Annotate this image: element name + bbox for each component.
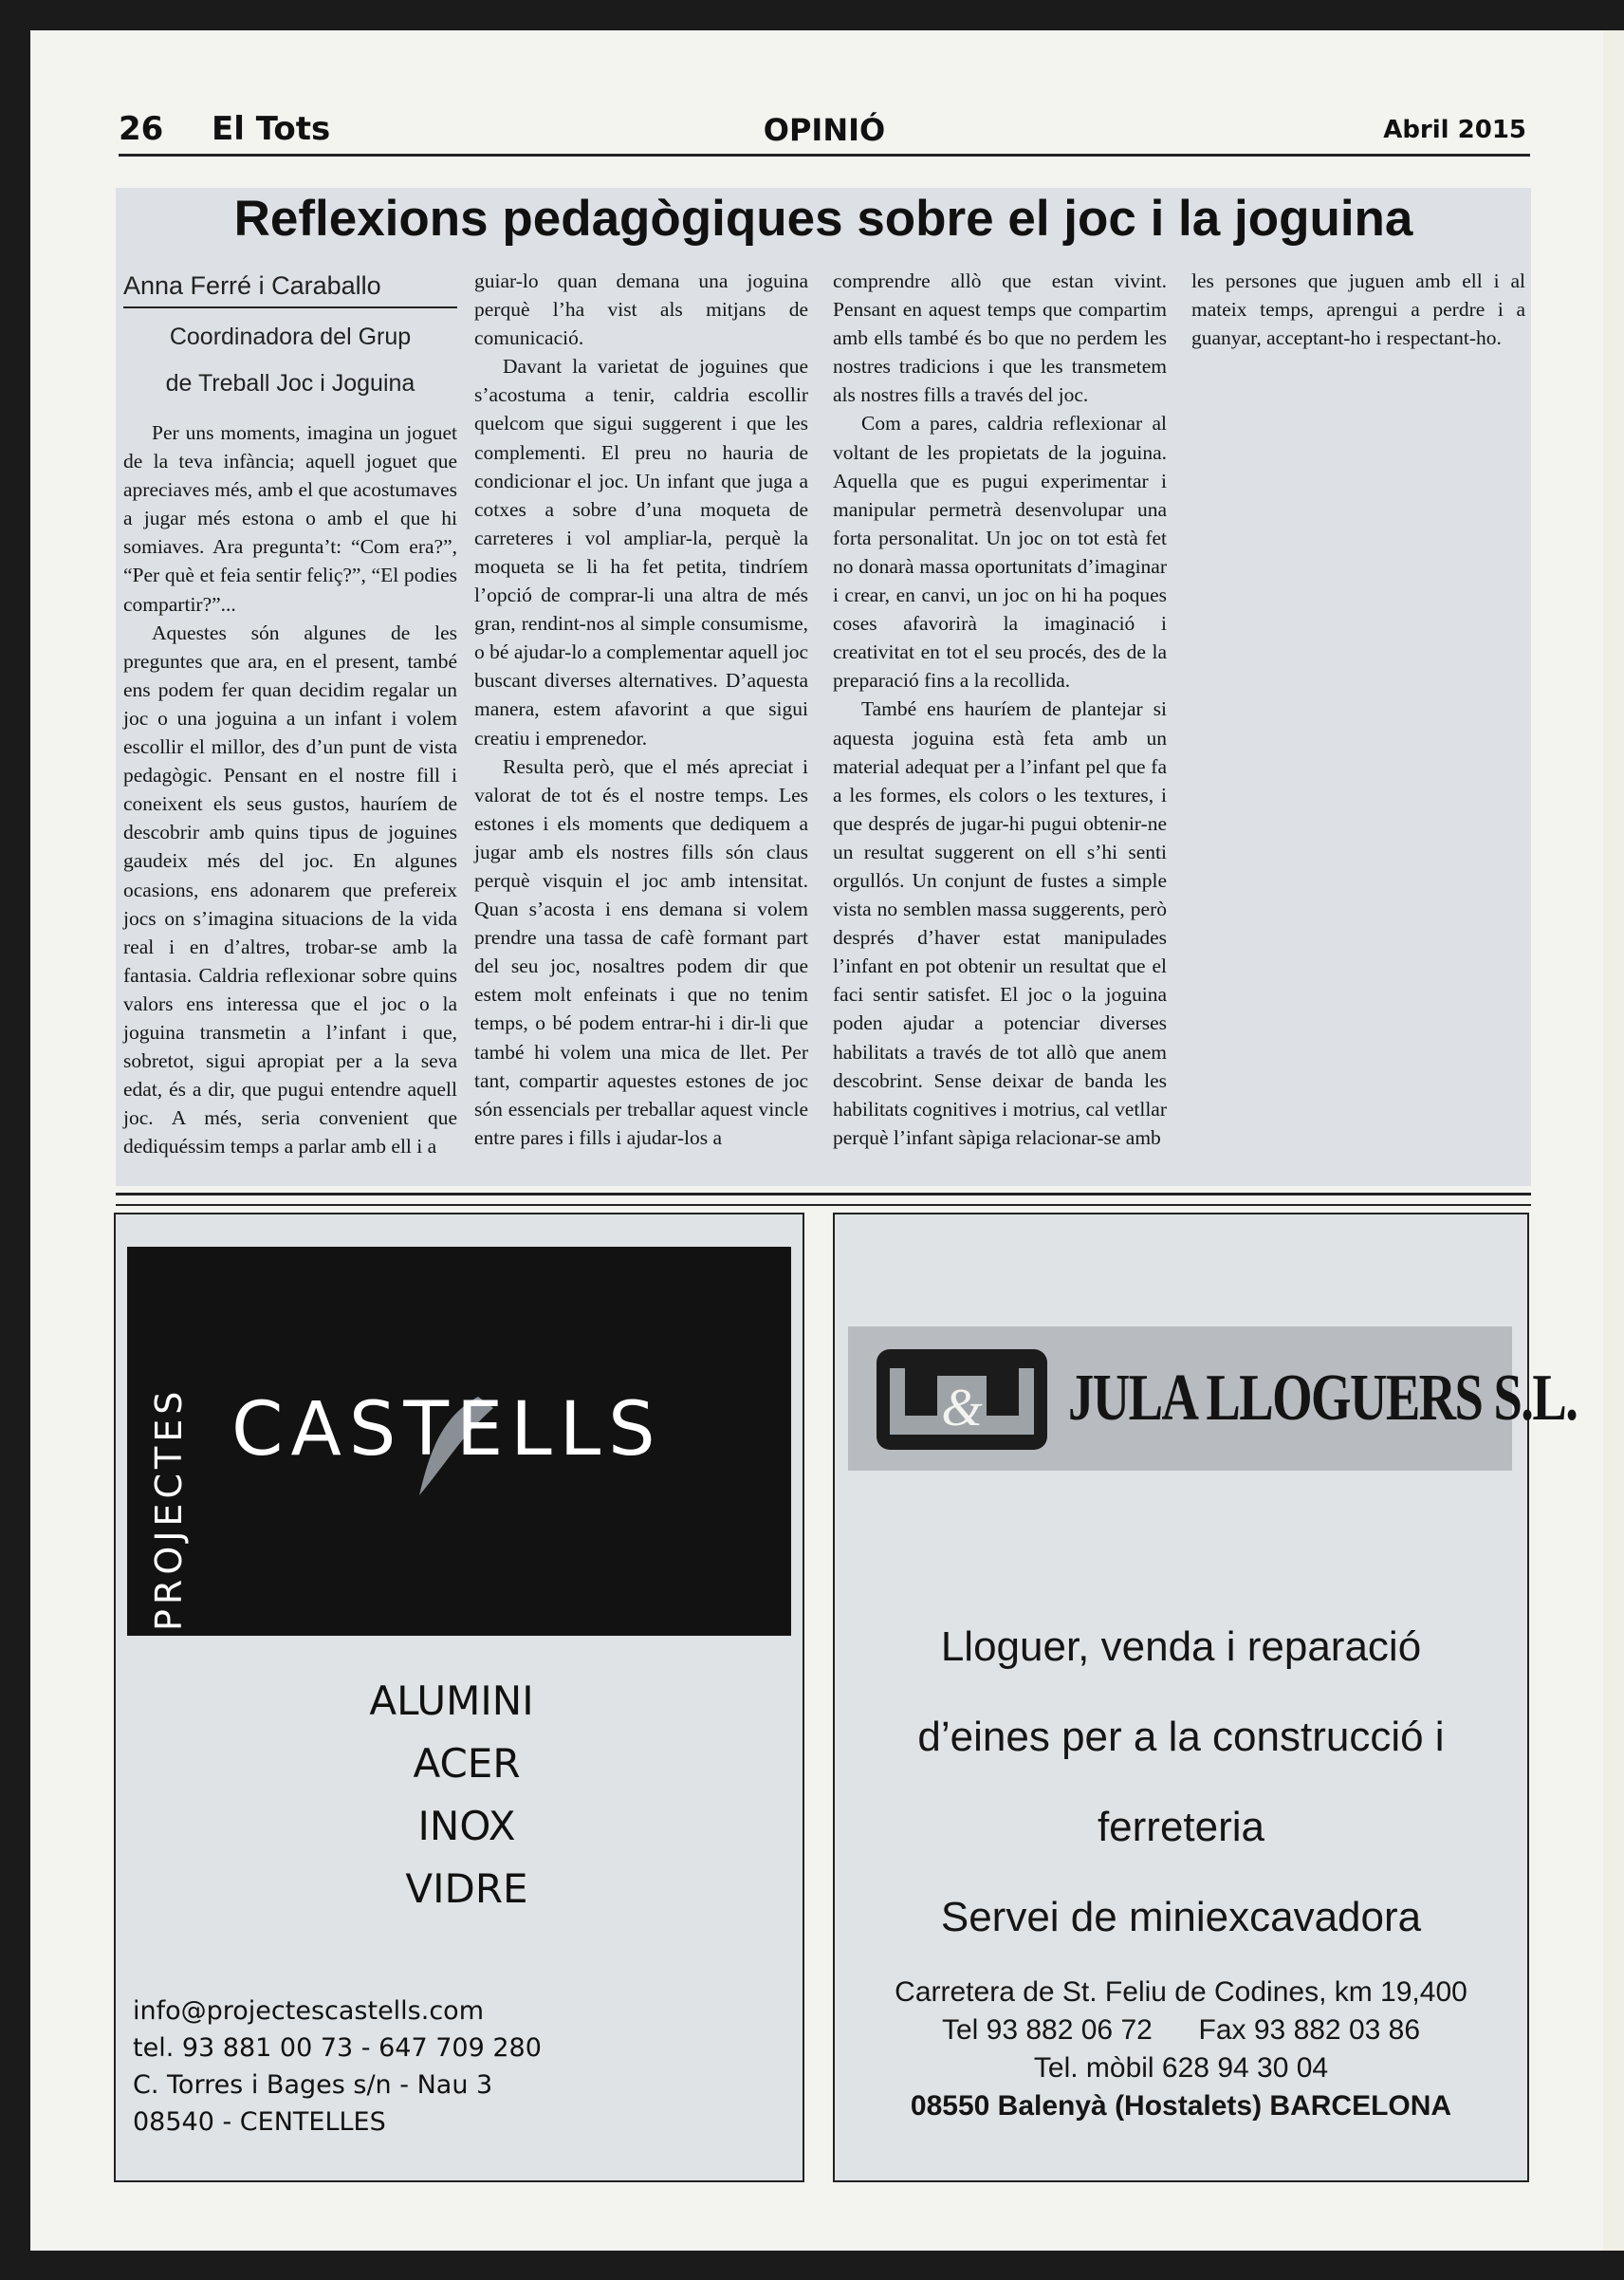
page-number: 26: [119, 110, 164, 148]
city: 08540 - CENTELLES: [133, 2107, 386, 2137]
paragraph-continued: comprendre allò que estan vivint. Pensant en aquest temps que compartim amb ells també és bo que no perdem les nostres tradicions i que les transmetem als nostres fills a través del joc.: [833, 269, 1167, 407]
castells-logo: [127, 1247, 791, 1636]
article-title: Reflexions pedagògiques sobre el joc i la joguina: [233, 191, 1413, 247]
paragraph: També ens hauríem de plantejar si aquesta joguina està feta amb un material adequat per a l’infant pel que fa a les formes, els colors o les textures, i que després de jugar-hi pugui obtenir-ne un resultat suggerent on ell s’hi senti orgullós. Un conjunt de fustes a simple vista no semblen massa suggerents, però després d’haver estat manipulades l’infant en pot obtenir un resultat que el faci sentir satisfet. El joc o la joguina poden ajudar a potenciar diverses habilitats a través de tot allò que anem descobrint. Sense deixar de banda les habilitats cognitives i motrius, cal vetllar perquè l’infant sàpiga relacionar-se amb: [833, 697, 1167, 1149]
author-name: Anna Ferré i Caraballo: [123, 267, 457, 308]
logo-ampersand: &: [941, 1379, 983, 1437]
paragraph: Resulta però, que el més apreciat i valorat de tot és el nostre temps. Les estones i els moments que dediquem a jugar amb els nostres fills són claus perquè visquin el joc amb intensitat. Quan s’acosta i ens demana si volem prendre una tassa de cafè formant part del seu joc, nosaltres podem dir que estem molt enfeinats i que no tenim temps, o bé podem entrar-hi i dir-li que també hi volem una mica de llet. Per tant, compartir aquestes estones de joc són essencials per treballar aquest vincle entre pares i fills i ajudar-los a: [474, 754, 808, 1149]
material-item: ACER: [413, 1740, 521, 1787]
author-role-line-1: Coordinadora del Grup: [169, 324, 412, 350]
material-item: ALUMINI: [369, 1678, 534, 1724]
jula-banner: [848, 1326, 1578, 1471]
city: 08550 Balenyà (Hostalets) BARCELONA: [910, 2090, 1452, 2122]
page-header: [119, 106, 1530, 157]
paragraph: Per uns moments, imagina un joguet de la teva infància; aquell joguet que apreciaves més, amb el que acostumaves a jugar més estona o amb el que hi somiaves. Ara pregunta’t: “Com era?”, “Per què et feia sentir feliç?”, “El podies compartir?”...: [123, 421, 457, 616]
service-line: Lloguer, venda i reparació: [940, 1623, 1422, 1670]
service-line: d’eines per a la construcció i: [917, 1714, 1445, 1760]
article-column-3: [833, 267, 1167, 1152]
paragraph: Davant la varietat de joguines que s’acostuma a tenir, caldria escollir quelcom que sigui suggerent i que les complementi. El preu no hauria de condicionar el joc. Un infant que juga a cotxes a sobre d’una moqueta de carreteres i vol ampliar-la, perquè la moqueta se li ha fet petita, tindríem l’opció de comprar-li una altra de més gran, rendint-nos al simple consumisme, o bé ajudar-lo a complementar aquell joc buscant diverses alternatives. D’aquesta manera, estem afavorint a que sigui creatiu i emprenedor.: [474, 355, 808, 750]
paragraph-continued: les persones que juguen amb ell i al mateix temps, aprengui a perdre i a guanyar, acceptant-ho i respectant-ho.: [1191, 269, 1525, 350]
author-role-line-2: de Treball Joc i Joguina: [165, 370, 415, 397]
facing-page-edge: [1603, 30, 1624, 2251]
services: [835, 1602, 1527, 1962]
address: Carretera de St. Feliu de Codines, km 19,400: [895, 1976, 1467, 2008]
ad-projectes-castells: [114, 1213, 804, 2182]
material-item: INOX: [417, 1803, 516, 1849]
company-name: JULA LLOGUERS S.L.: [1068, 1362, 1578, 1435]
jula-contact: [835, 1974, 1527, 2125]
publication-name: El Tots: [212, 110, 331, 148]
logo-name: CASTELLS: [231, 1387, 663, 1473]
jula-logo-icon: [877, 1349, 1047, 1450]
phone-fax: [835, 2011, 1527, 2049]
section-title: OPINIÓ: [763, 112, 886, 148]
address: C. Torres i Bages s/n - Nau 3: [133, 2070, 493, 2100]
mobile: Tel. mòbil 628 94 30 04: [1033, 2052, 1329, 2084]
castells-contact: [133, 1993, 542, 2141]
fax: Fax 93 882 03 86: [1198, 2014, 1421, 2046]
paragraph-continued: guiar-lo quan demana una joguina perquè l’ha vist als mitjans de comunicació.: [474, 269, 808, 350]
service-line: Servei de miniexcavadora: [940, 1894, 1422, 1940]
article-column-1: [123, 267, 457, 1160]
article-column-4: [1191, 267, 1525, 352]
logo-vertical-text: PROJECTES: [148, 1386, 190, 1631]
email: info@projectescastells.com: [133, 1996, 484, 2026]
material-item: VIDRE: [405, 1865, 528, 1912]
paragraph: Aquestes són algunes de les preguntes que ara, en el present, també ens podem fer quan decidim regalar un joc o una joguina a un infant i volem escollir el millor, des d’un punt de vista pedagògic. Pensant en el nostre fill i coneixent els seus gustos, hauríem de descobrir amb quins tipus de joguines gaudeix més del joc. En algunes ocasions, ens adonarem que prefereix jocs on s’imagina situacions de la vida real i en d’altres, trobar-se amb la fantasia. Caldria reflexionar sobre quins valors ens interessa que el joc o la joguina transmetin a l’infant i que, sobretot, sigui apropiat per a la seva edat, és a dir, que pugui entendre aquell joc. A més, seria convenient que dediquéssim temps a parlar amb ell i a: [123, 621, 457, 1159]
article-column-2: [474, 267, 808, 1152]
issue-date: Abril 2015: [1383, 116, 1526, 144]
article: [116, 188, 1531, 1186]
ad-jula-lloguers: [833, 1213, 1578, 2182]
phone: Tel 93 882 06 72: [941, 2014, 1153, 2046]
paragraph: Com a pares, caldria reflexionar al voltant de les propietats de la joguina. Aquella que es pugui experimentar i manipular permetrà desenvolupar una forta personalitat. Un joc on tot està fet no donarà massa oportunitats d’imaginar i crear, en canvi, un joc on hi ha poques coses afavorirà la imaginació i creativitat en tot el seu procés, des de la preparació fins a la recollida.: [833, 412, 1167, 693]
byline: [123, 267, 457, 407]
section-divider: [116, 1193, 1531, 1206]
phone: tel. 93 881 00 73 - 647 709 280: [133, 2033, 542, 2063]
service-line: ferreteria: [1097, 1804, 1265, 1850]
materials-list: [116, 1670, 803, 1920]
